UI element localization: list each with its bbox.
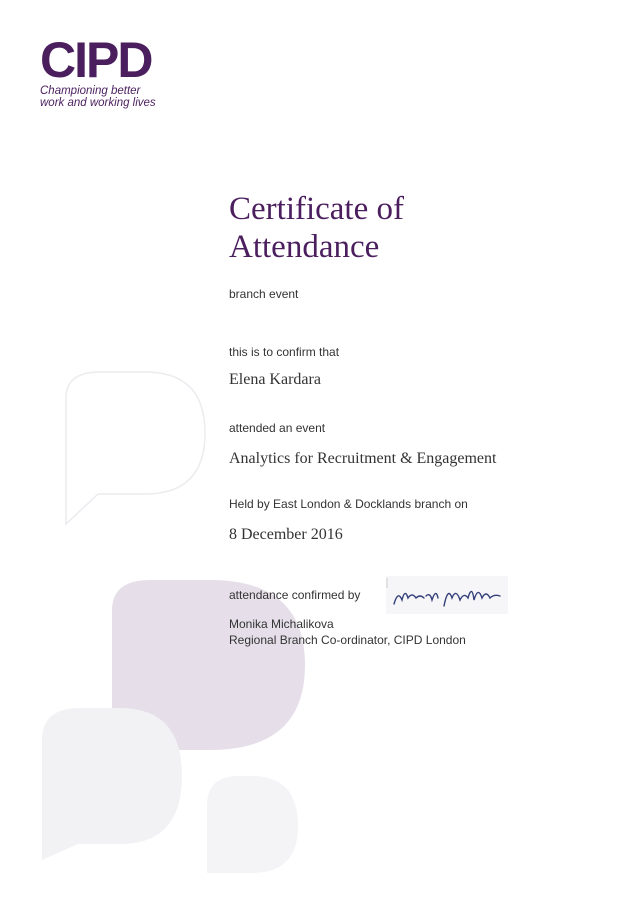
logo-tagline-1: Championing better <box>40 85 141 97</box>
certificate-title-line-1: Certificate of <box>229 191 404 227</box>
event-name: Analytics for Recruitment & Engagement <box>229 450 497 467</box>
bubble-shape-bottom-left <box>42 708 182 860</box>
logo-mark: CIPD <box>40 32 152 88</box>
bubble-shape-bottom-right <box>207 776 298 873</box>
certificate-title-line-2: Attendance <box>229 229 380 265</box>
confirmed-by-label: attendance confirmed by <box>229 588 361 602</box>
confirm-intro: this is to confirm that <box>229 345 340 359</box>
certificate-heading <box>229 190 609 266</box>
bubble-shape-top <box>66 372 205 524</box>
event-date: 8 December 2016 <box>229 526 343 543</box>
signature-image <box>386 576 508 614</box>
held-by-text: Held by East London & Docklands branch on <box>229 497 468 511</box>
attended-intro: attended an event <box>229 421 326 435</box>
cipd-logo <box>40 32 170 109</box>
logo-tagline-2: work and working lives <box>40 97 156 109</box>
signer-role: Regional Branch Co-ordinator, CIPD London <box>229 633 466 647</box>
signer-name: Monika Michalikova <box>229 617 334 631</box>
certificate-subtitle: branch event <box>229 287 299 301</box>
attendee-name: Elena Kardara <box>229 371 321 388</box>
